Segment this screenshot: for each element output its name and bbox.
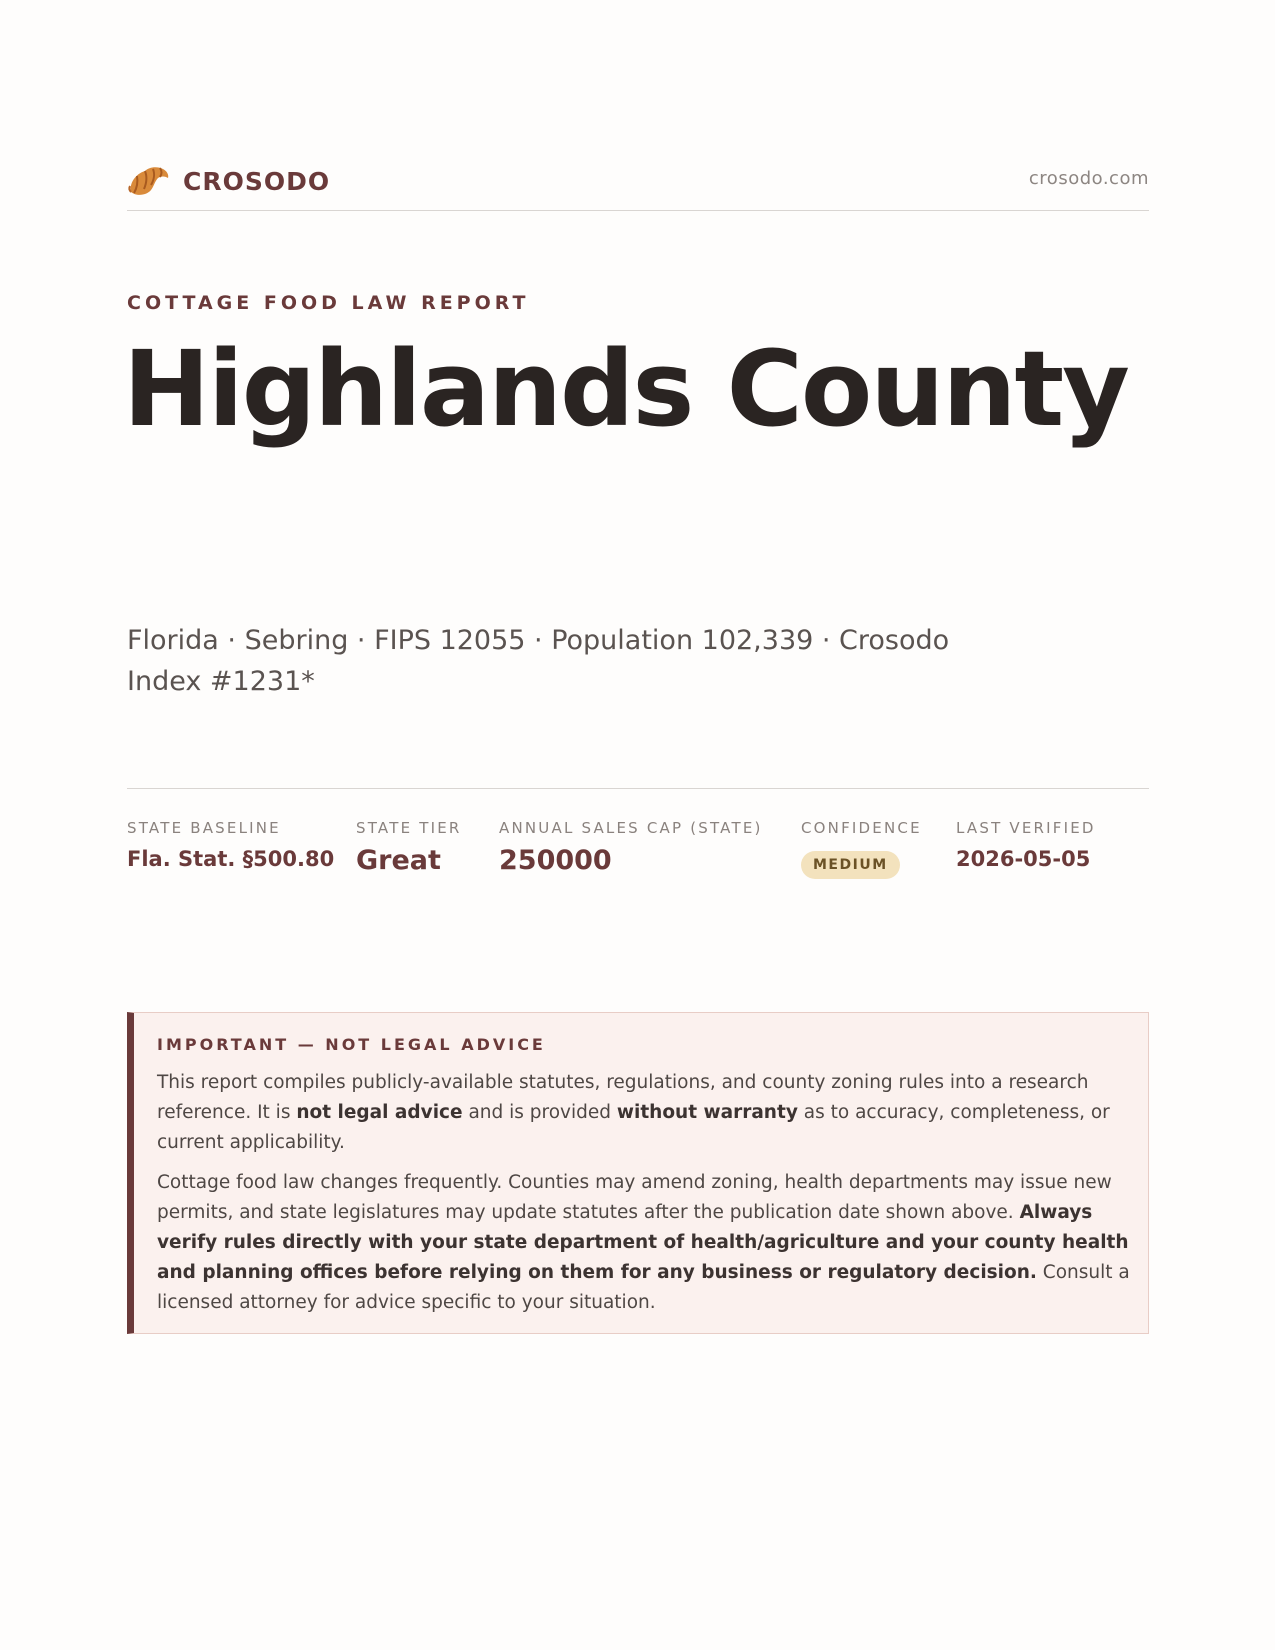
facts-row [127, 788, 1149, 876]
fact-label: ANNUAL SALES CAP (STATE) [499, 819, 763, 837]
report-subtitle: Florida · Sebring · FIPS 12055 · Population 102,339 · Crosodo Index #1231* [127, 625, 950, 697]
fact-label: STATE BASELINE [127, 819, 281, 837]
brand-name: CROSODO [183, 166, 331, 196]
fact-confidence [801, 819, 922, 879]
fact-state-tier [356, 819, 462, 876]
fact-value: Fla. Stat. §500.80 [127, 847, 335, 871]
croissant-icon [127, 162, 171, 200]
fact-value: 2026-05-05 [956, 847, 1091, 871]
page-title: Highlands County [123, 328, 1128, 450]
notice-paragraph: This report compiles publicly-available statutes, regulations, and county zoning rules into a research reference. It is not legal advice and is provided without warranty as to accuracy, completeness, or current applicability. [157, 1072, 1110, 1153]
fact-last-verified [956, 819, 1096, 871]
confidence-badge: MEDIUM [801, 851, 900, 879]
fact-value: Great [356, 845, 441, 876]
notice-heading: IMPORTANT — NOT LEGAL ADVICE [157, 1035, 546, 1054]
fact-sales-cap [499, 819, 763, 876]
header-bar [127, 158, 1149, 211]
brand [127, 162, 330, 200]
fact-label: LAST VERIFIED [956, 819, 1096, 837]
fact-label: CONFIDENCE [801, 819, 922, 837]
fact-value: 250000 [499, 845, 612, 876]
fact-state-baseline [127, 819, 334, 871]
notice-paragraph: Cottage food law changes frequently. Counties may amend zoning, health departments may issue new permits, and state legislatures may update statutes after the publication date shown above. Always verify rules directly with your state department of health/agriculture and your county health and planning offices before relying on them for any business or regulatory decision. Consult a licensed attorney for advice specific to your situation. [157, 1172, 1130, 1313]
fact-label: STATE TIER [356, 819, 462, 837]
legal-notice [127, 1012, 1149, 1334]
site-url[interactable]: crosodo.com [1028, 168, 1149, 189]
report-eyebrow: COTTAGE FOOD LAW REPORT [127, 292, 530, 314]
